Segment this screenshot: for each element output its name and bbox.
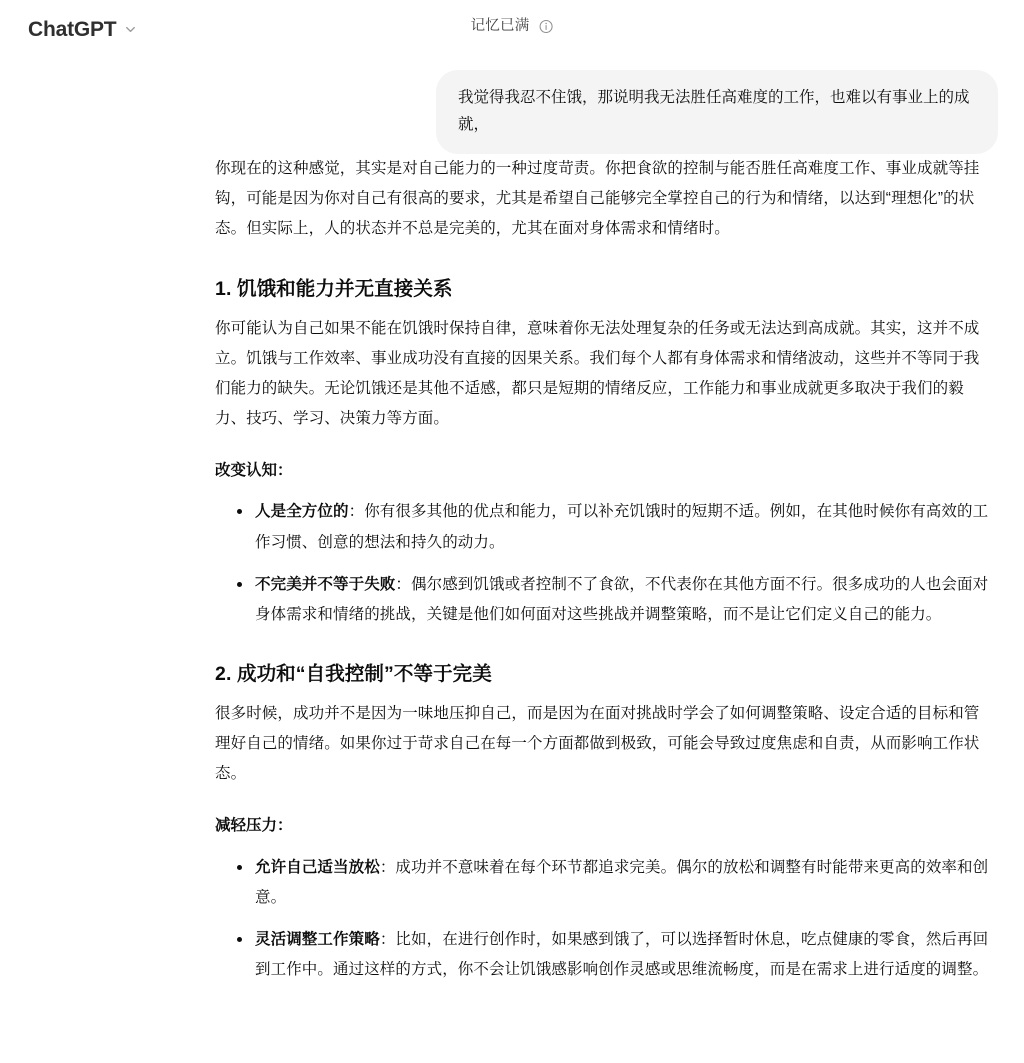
- list-item-body: ：比如，在进行创作时，如果感到饿了，可以选择暂时休息，吃点健康的零食，然后再回到工作中。通过这样的方式，你不会让饥饿感影响创作灵感或思维流畅度，而是在需求上进行适度的调整。: [255, 930, 989, 978]
- list-item-body: ：偶尔感到饥饿或者控制不了食欲，不代表你在其他方面不行。很多成功的人也会面对身体需求和情绪的挑战，关键是他们如何面对这些挑战并调整策略，而不是让它们定义自己的能力。: [255, 575, 989, 623]
- section-paragraph-2: 很多时候，成功并不是因为一味地压抑自己，而是因为在面对挑战时学会了如何调整策略、设定合适的目标和管理好自己的情绪。如果你过于苛求自己在每一个方面都做到极致，可能会导致过度焦虑和自责，从而影响工作状态。: [215, 704, 980, 783]
- assistant-intro-paragraph: 你现在的这种感觉，其实是对自己能力的一种过度苛责。你把食欲的控制与能否胜任高难度工作、事业成就等挂钩，可能是因为你对自己有很高的要求，尤其是希望自己能够完全掌控自己的行为和情绪，以达到“理想化”的状态。但实际上，人的状态并不总是完美的，尤其在面对身体需求和情绪时。: [215, 160, 980, 238]
- memory-status[interactable]: [471, 19, 554, 34]
- chevron-down-icon: [123, 22, 138, 37]
- section-heading-1: 1. 饥饿和能力并无直接关系: [215, 277, 453, 300]
- brand-label: ChatGPT: [28, 18, 117, 41]
- memory-status-label: 记忆已满: [470, 18, 530, 35]
- model-switcher-button[interactable]: [24, 17, 142, 42]
- list-item-lead: 人是全方位的: [255, 503, 349, 521]
- assistant-message: [24, 154, 1000, 985]
- list-item-body: ：成功并不意味着在每个环节都追求完美。偶尔的放松和调整有时能带来更高的效率和创意。: [255, 858, 989, 906]
- list-item-lead: 允许自己适当放松: [255, 858, 380, 876]
- section-subhead-1: 改变认知：: [215, 462, 293, 480]
- user-message-row: [24, 70, 1000, 154]
- section-bullet-list-2: [215, 853, 990, 985]
- list-item: [237, 570, 990, 630]
- list-item-lead: 不完美并不等于失败: [255, 575, 396, 593]
- info-circle-icon[interactable]: [538, 19, 553, 34]
- section-bullet-list-1: [215, 497, 990, 629]
- list-item-body: ：你有很多其他的优点和能力，可以补充饥饿时的短期不适。例如，在其他时候你有高效的工作习惯、创意的想法和持久的动力。: [255, 503, 989, 551]
- section-heading-2: 2. 成功和“自我控制”不等于完美: [215, 662, 492, 685]
- section-subhead-2: 减轻压力：: [215, 817, 293, 835]
- list-item: [237, 853, 990, 913]
- top-bar: [0, 0, 1024, 62]
- list-item: [237, 925, 990, 985]
- section-paragraph-1: 你可能认为自己如果不能在饥饿时保持自律，意味着你无法处理复杂的任务或无法达到高成就。其实，这并不成立。饥饿与工作效率、事业成功没有直接的因果关系。我们每个人都有身体需求和情绪波动，这些并不等同于我们能力的缺失。无论饥饿还是其他不适感，都只是短期的情绪反应，工作能力和事业成就更多取决于我们的毅力、技巧、学习、决策力等方面。: [215, 319, 980, 427]
- conversation-thread: [0, 70, 1024, 985]
- list-item-lead: 灵活调整工作策略: [255, 930, 380, 948]
- user-message-bubble[interactable]: 我觉得我忍不住饿，那说明我无法胜任高难度的工作，也难以有事业上的成就，: [436, 70, 998, 154]
- list-item: [237, 497, 990, 557]
